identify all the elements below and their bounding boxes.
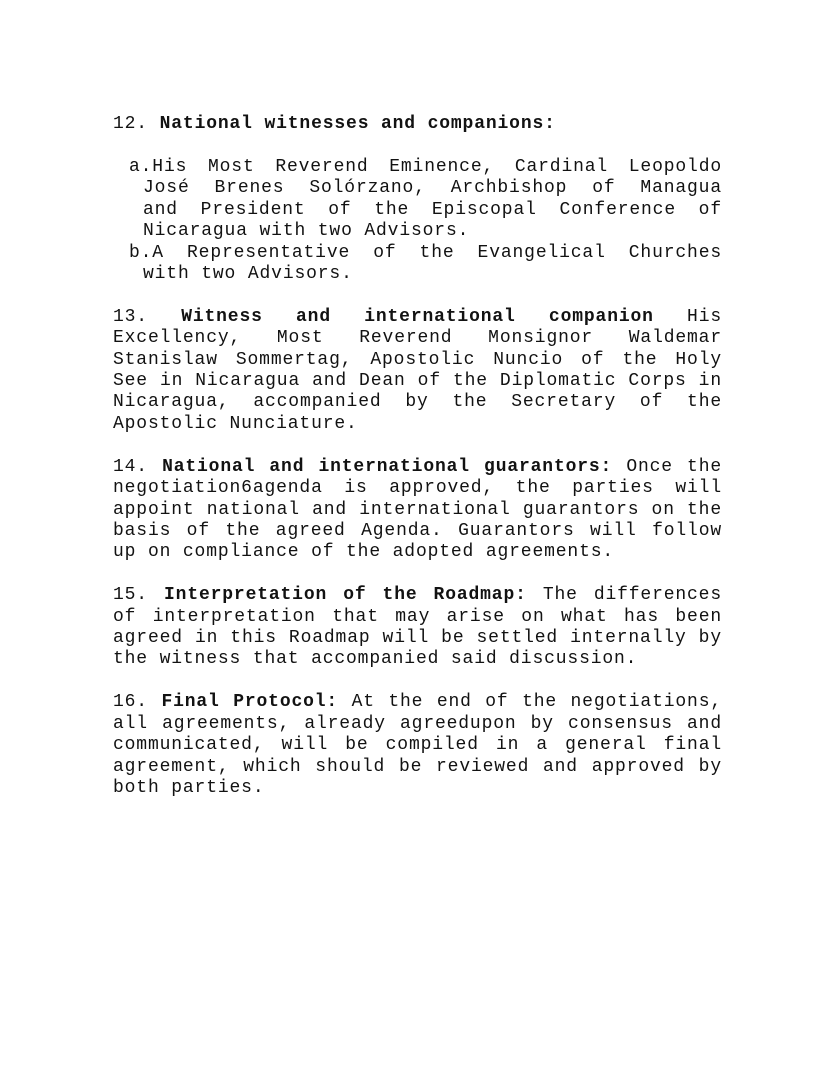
text-segment: b.A Representative of the Evangelical Churches <box>129 242 722 263</box>
paragraph-item-12-heading <box>113 114 722 135</box>
text-segment: basis of the agreed Agenda. Guarantors will follow <box>113 520 722 541</box>
text-segment: 13. <box>113 306 182 327</box>
text-line <box>113 414 722 435</box>
text-segment: José Brenes Solórzano, Archbishop of Managua <box>143 178 722 199</box>
text-line <box>113 114 722 135</box>
text-line <box>113 178 722 199</box>
text-line <box>113 542 722 563</box>
text-line <box>113 200 722 221</box>
text-segment: of interpretation that may arise on what has been <box>113 606 722 627</box>
text-line <box>113 392 722 413</box>
text-line <box>113 607 722 628</box>
text-line <box>113 221 722 242</box>
text-line <box>113 350 722 371</box>
text-line <box>113 328 722 349</box>
bold-text-segment: Witness and international companion <box>181 306 654 327</box>
text-segment: His <box>653 306 722 327</box>
bold-text-segment: Interpretation of the Roadmap: <box>164 585 527 606</box>
paragraph-item-16 <box>113 692 722 799</box>
bold-text-segment: Final Protocol: <box>161 692 339 713</box>
text-line <box>113 157 722 178</box>
text-segment: 16. <box>113 692 162 713</box>
text-segment: The differences <box>526 585 722 606</box>
text-line <box>113 457 722 478</box>
text-segment: agreement, which should be reviewed and approved by <box>113 756 722 777</box>
text-line <box>113 757 722 778</box>
text-line <box>113 649 722 670</box>
text-segment: Stanislaw Sommertag, Apostolic Nuncio of the Holy <box>113 349 722 370</box>
text-segment: See in Nicaragua and Dean of the Diplomatic Corps in <box>113 371 722 392</box>
text-segment: communicated, will be compiled in a general final <box>113 735 722 756</box>
text-segment: the witness that accompanied said discussion. <box>113 649 638 670</box>
text-line <box>113 714 722 735</box>
text-line <box>113 778 722 799</box>
text-line <box>113 307 722 328</box>
text-line <box>113 585 722 606</box>
text-segment: agreed in this Roadmap will be settled internally by <box>113 628 722 649</box>
text-segment: Once the <box>612 456 722 477</box>
text-segment: both parties. <box>113 778 265 798</box>
text-line <box>113 735 722 756</box>
text-segment: 15. <box>113 585 165 606</box>
text-segment: Nicaragua, accompanied by the Secretary of the <box>113 392 722 413</box>
text-segment: Nicaragua with two Advisors. <box>143 221 470 242</box>
text-line <box>113 478 722 499</box>
text-segment: a.His Most Reverend Eminence, Cardinal Leopoldo <box>129 156 722 177</box>
text-segment: and President of the Episcopal Conference of <box>143 199 722 220</box>
paragraph-item-12-list-b <box>113 243 722 286</box>
text-segment: up on compliance of the adopted agreements. <box>113 542 615 563</box>
paragraph-item-13 <box>113 307 722 436</box>
bold-text-segment: National and international guarantors: <box>162 456 613 477</box>
text-segment: 12. <box>113 114 160 134</box>
text-line <box>113 500 722 521</box>
text-segment: 14. <box>113 456 163 477</box>
text-segment: Excellency, Most Reverend Monsignor Waldemar <box>113 328 722 349</box>
text-line <box>113 692 722 713</box>
bold-text-segment: National witnesses and companions: <box>159 114 556 134</box>
paragraph-item-15 <box>113 585 722 671</box>
text-line <box>113 264 722 285</box>
text-segment: all agreements, already agreedupon by consensus and <box>113 713 722 734</box>
text-line <box>113 521 722 542</box>
text-block <box>113 114 722 821</box>
paragraph-item-12-list-a <box>113 157 722 243</box>
text-segment: negotiation6agenda is approved, the parties will <box>113 478 722 499</box>
text-segment: appoint national and international guarantors on the <box>113 499 722 520</box>
text-segment: with two Advisors. <box>143 263 353 284</box>
text-line <box>113 243 722 264</box>
text-line <box>113 628 722 649</box>
text-line <box>113 371 722 392</box>
paragraph-item-14 <box>113 457 722 564</box>
text-segment: At the end of the negotiations, <box>338 692 722 713</box>
text-segment: Apostolic Nunciature. <box>113 413 358 434</box>
